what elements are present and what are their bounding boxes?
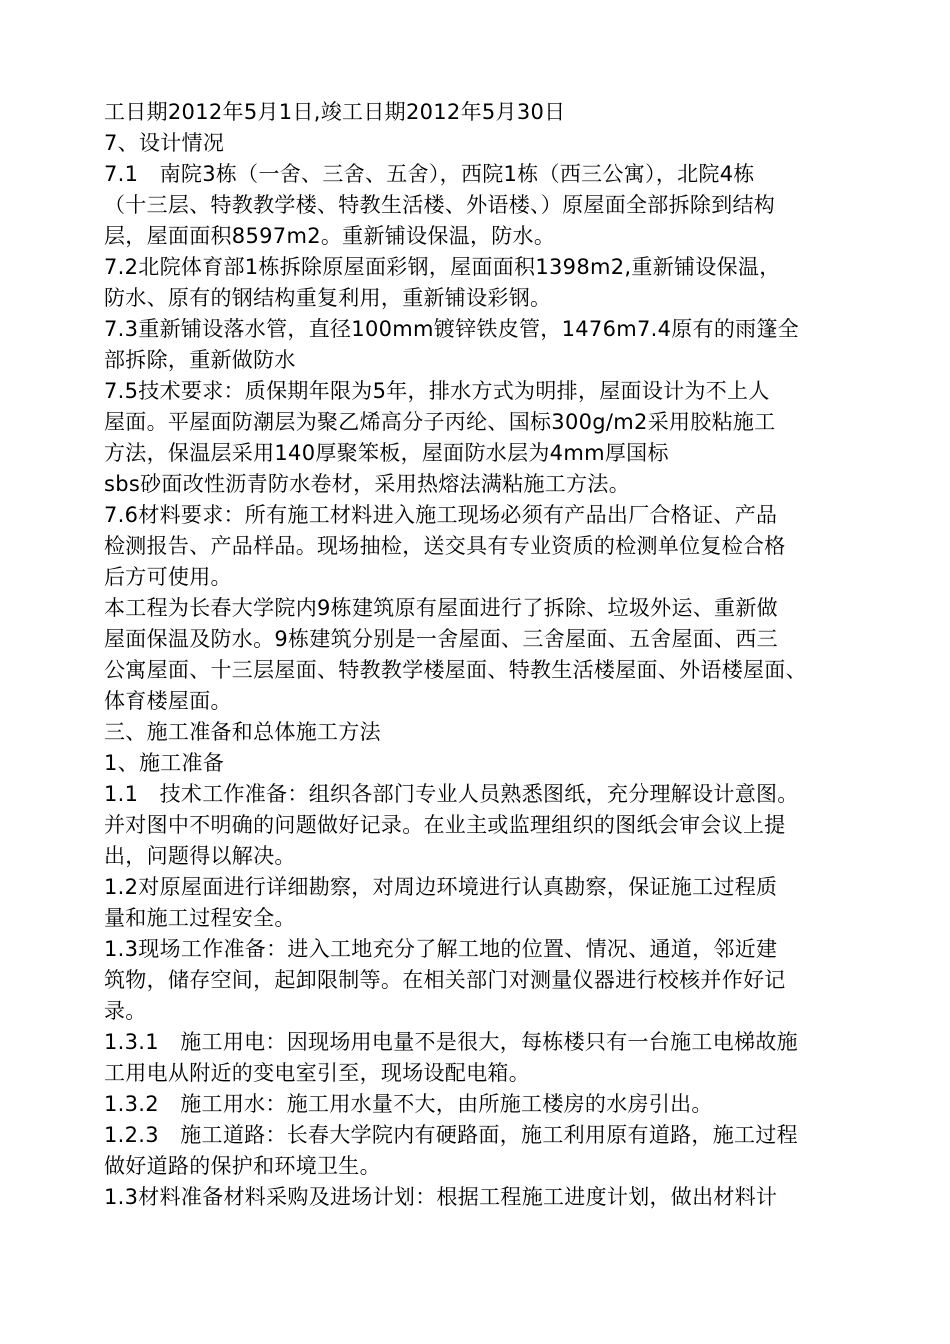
text-line: 后方可使用。 bbox=[104, 565, 232, 589]
text-line: 公寓屋面、十三层屋面、特教教学楼屋面、特教生活楼屋面、外语楼屋面、 bbox=[104, 658, 807, 682]
text-line: 检测报告、产品样品。现场抽检，送交具有专业资质的检测单位复检合格 bbox=[104, 534, 786, 558]
text-line: 部拆除，重新做防水 bbox=[104, 348, 296, 372]
text-line: 1.3.1 施工用电：因现场用电量不是很大，每栋楼只有一台施工电梯故施 bbox=[104, 1030, 798, 1054]
text-line: 7.6材料要求：所有施工材料进入施工现场必须有产品出厂合格证、产品 bbox=[104, 503, 778, 527]
text-line: 7.3重新铺设落水管，直径100mm镀锌铁皮管，1476m7.4原有的雨篷全 bbox=[104, 317, 800, 341]
text-line: 做好道路的保护和环境卫生。 bbox=[104, 1154, 381, 1178]
text-line: 层，屋面面积8597m2。重新铺设保温，防水。 bbox=[104, 224, 556, 248]
text-line: 1.3材料准备材料采购及进场计划：根据工程施工进度计划，做出材料计 bbox=[104, 1185, 778, 1209]
text-line: 录。 bbox=[104, 999, 147, 1023]
text-line: 筑物，储存空间，起卸限制等。在相关部门对测量仪器进行校核并作好记 bbox=[104, 968, 786, 992]
section-heading: 三、施工准备和总体施工方法 bbox=[104, 720, 381, 744]
text-line: 1.2.3 施工道路：长春大学院内有硬路面，施工利用原有道路，施工过程 bbox=[104, 1123, 798, 1147]
text-line: 7.1 南院3栋（一舍、三舍、五舍），西院1栋（西三公寓），北院4栋 bbox=[104, 162, 755, 186]
text-line: 屋面。平屋面防潮层为聚乙烯高分子丙纶、国标300g/m2采用胶粘施工 bbox=[104, 410, 776, 434]
text-line: 工日期2012年5月1日,竣工日期2012年5月30日 bbox=[104, 100, 566, 124]
text-line: 本工程为长春大学院内9栋建筑原有屋面进行了拆除、垃圾外运、重新做 bbox=[104, 596, 778, 620]
text-line: 1.1 技术工作准备：组织各部门专业人员熟悉图纸，充分理解设计意图。 bbox=[104, 782, 799, 806]
text-line: sbs砂面改性沥青防水卷材，采用热熔法满粘施工方法。 bbox=[104, 472, 631, 496]
text-line: 并对图中不明确的问题做好记录。在业主或监理组织的图纸会审会议上提 bbox=[104, 813, 786, 837]
text-line: 7.2北院体育部1栋拆除原屋面彩钢，屋面面积1398m2,重新铺设保温， bbox=[104, 255, 781, 279]
text-line: 工用电从附近的变电室引至，现场设配电箱。 bbox=[104, 1061, 530, 1085]
text-line: 出，问题得以解决。 bbox=[104, 844, 296, 868]
text-line: 方法，保温层采用140厚聚笨板，屋面防水层为4mm厚国标 bbox=[104, 441, 669, 465]
document-body bbox=[104, 97, 874, 1213]
text-line: 1.3.2 施工用水：施工用水量不大，由所施工楼房的水房引出。 bbox=[104, 1092, 713, 1116]
text-line: 量和施工过程安全。 bbox=[104, 906, 296, 930]
section-heading: 1、施工准备 bbox=[104, 751, 225, 775]
text-line: 1.2对原屋面进行详细勘察，对周边环境进行认真勘察，保证施工过程质 bbox=[104, 875, 778, 899]
text-line: 屋面保温及防水。9栋建筑分别是一舍屋面、三舍屋面、五舍屋面、西三 bbox=[104, 627, 778, 651]
text-line: 7.5技术要求：质保期年限为5年，排水方式为明排，屋面设计为不上人 bbox=[104, 379, 770, 403]
text-line: 1.3现场工作准备：进入工地充分了解工地的位置、情况、通道，邻近建 bbox=[104, 937, 778, 961]
text-line: 防水、原有的钢结构重复利用，重新铺设彩钢。 bbox=[104, 286, 552, 310]
text-line: （十三层、特教教学楼、特教生活楼、外语楼、）原屋面全部拆除到结构 bbox=[104, 193, 776, 217]
text-line: 体育楼屋面。 bbox=[104, 689, 232, 713]
section-heading: 7、设计情况 bbox=[104, 131, 225, 155]
